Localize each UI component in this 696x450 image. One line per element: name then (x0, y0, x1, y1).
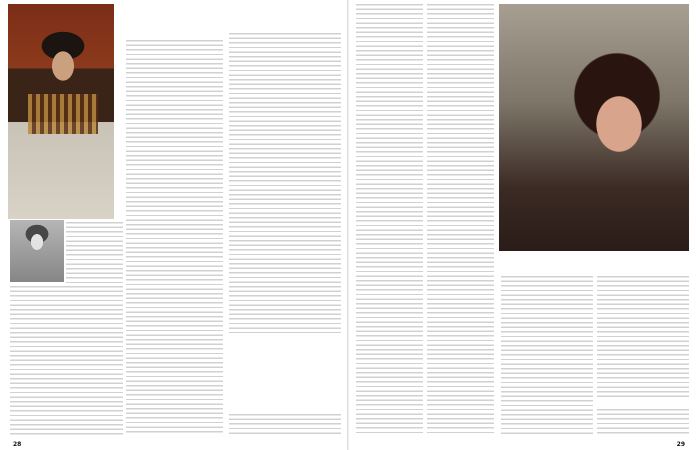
patterned-garment (28, 94, 98, 134)
body-column-4 (356, 4, 423, 436)
body-column-7 (597, 276, 689, 398)
body-text (427, 4, 494, 436)
body-text (126, 40, 223, 435)
body-column-1a (66, 222, 123, 286)
page-number-right: 29 (676, 441, 685, 448)
small-portrait-photo (10, 220, 64, 282)
body-column-3b (229, 414, 341, 436)
body-text (501, 276, 593, 436)
body-column-3 (229, 33, 341, 333)
portrait-photo (8, 4, 114, 219)
body-column-2 (126, 40, 223, 435)
body-text (597, 409, 689, 436)
photo-caption-right (501, 253, 687, 271)
page-number-left: 28 (13, 441, 22, 448)
body-text (229, 33, 341, 333)
body-column-6 (501, 276, 593, 436)
body-column-1 (10, 286, 123, 435)
body-text (356, 4, 423, 436)
left-footer (10, 441, 24, 448)
body-column-7b (597, 409, 689, 436)
body-column-5 (427, 4, 494, 436)
body-text (66, 222, 123, 286)
body-text (229, 414, 341, 436)
right-footer (674, 441, 688, 448)
spine-gutter (347, 0, 349, 450)
portrait-photo-right (499, 4, 689, 251)
body-text (10, 286, 123, 435)
body-text (597, 276, 689, 398)
